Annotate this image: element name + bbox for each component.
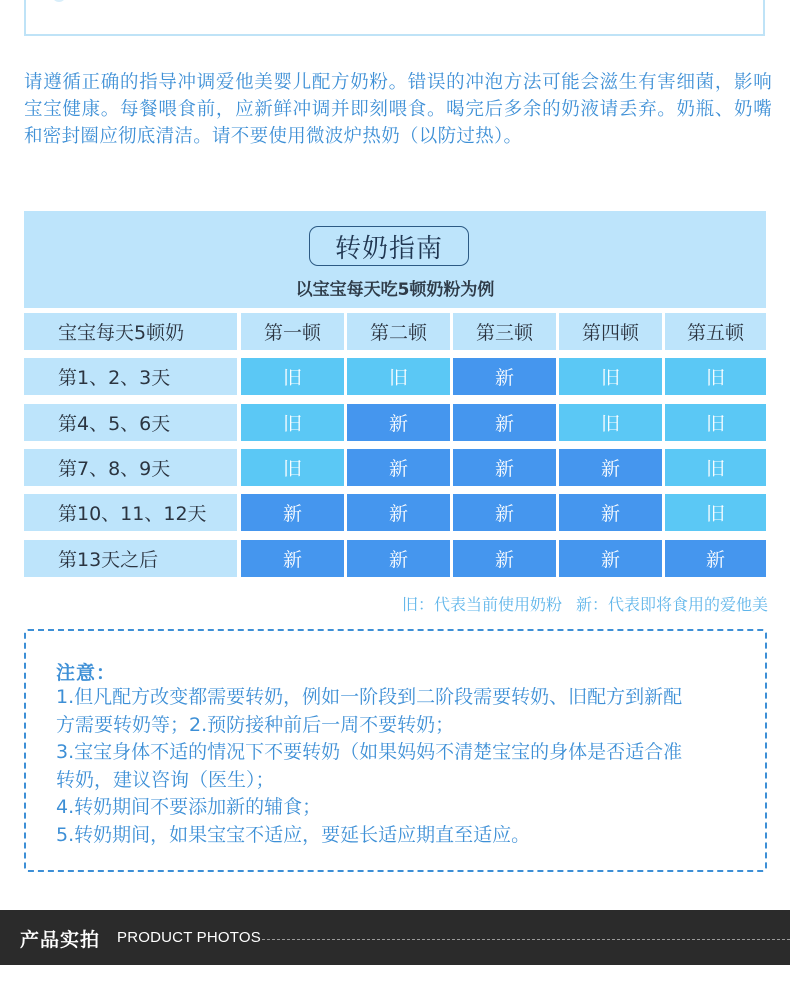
guide-title: 转奶指南 [309,226,469,266]
table-cell: 新 [453,358,556,395]
notice-line: 方需要转奶等；2.预防接种前后一周不要转奶； [56,713,455,736]
section-subtitle: PRODUCT PHOTOS [117,929,261,946]
table-cell: 新 [347,494,450,531]
notice-body [56,684,746,849]
legend-old: 旧：代表当前使用奶粉 [401,595,562,614]
table-cell: 新 [559,540,662,577]
table-row-label: 第13天之后 [24,540,237,577]
table-header-meal: 第四顿 [559,313,662,350]
table-cell: 新 [347,404,450,441]
notice-title: 注意： [56,662,117,684]
table-cell: 旧 [665,404,766,441]
table-cell: 旧 [559,358,662,395]
intro-text: 请遵循正确的指导冲调爱他美婴儿配方奶粉。错误的冲泡方法可能会滋生有害细菌，影响宝宝健康。每餐喂食前，应新鲜冲调并即刻喂食。喝完后多余的奶液请丢弃。奶瓶、奶嘴和密封圈应彻底清洁。请不要使用微波炉热奶（以防过热）。 [24,72,772,147]
section-divider [262,939,790,940]
table-cell: 新 [453,449,556,486]
table-cell: 旧 [665,494,766,531]
table-row-label: 第4、5、6天 [24,404,237,441]
table-cell: 新 [453,540,556,577]
table-row-label: 第1、2、3天 [24,358,237,395]
notice-line: 转奶，建议咨询（医生）； [56,768,275,791]
table-header-label: 宝宝每天5顿奶 [24,313,237,350]
top-frame [24,0,765,36]
table-cell: 旧 [665,449,766,486]
table-header-meal: 第二顿 [347,313,450,350]
table-cell: 新 [559,494,662,531]
section-title: 产品实拍 [20,929,101,951]
table-cell: 旧 [559,404,662,441]
legend [300,592,768,615]
table-header-meal: 第五顿 [665,313,766,350]
table-cell: 新 [347,540,450,577]
table-cell: 新 [241,494,344,531]
notice-line: 5.转奶期间，如果宝宝不适应，要延长适应期直至适应。 [56,823,531,846]
table-cell: 旧 [347,358,450,395]
notice-line: 4.转奶期间不要添加新的辅食； [56,796,322,818]
table-cell: 新 [241,540,344,577]
table-cell: 旧 [665,358,766,395]
decorative-dot [52,0,66,2]
table-row-label: 第7、8、9天 [24,449,237,486]
table-cell: 新 [453,404,556,441]
table-cell: 新 [665,540,766,577]
legend-new: 新：代表即将食用的爱他美 [575,595,768,614]
guide-subtitle: 以宝宝每天吃5顿奶粉为例 [295,280,495,300]
table-header-meal: 第三顿 [453,313,556,350]
section-header-bar [0,910,790,965]
table-cell: 新 [453,494,556,531]
notice-line: 3.宝宝身体不适的情况下不要转奶（如果妈妈不清楚宝宝的身体是否适合准 [56,741,683,763]
notice-line: 1.但凡配方改变都需要转奶，例如一阶段到二阶段需要转奶、旧配方到新配 [56,686,683,708]
table-cell: 旧 [241,449,344,486]
notice-box [24,629,767,872]
feeding-transition-guide [24,211,766,577]
table-cell: 新 [559,449,662,486]
table-header-meal: 第一顿 [241,313,344,350]
table-cell: 旧 [241,358,344,395]
guide-header [24,211,766,308]
table-cell: 旧 [241,404,344,441]
table-row-label: 第10、11、12天 [24,494,237,531]
table-cell: 新 [347,449,450,486]
